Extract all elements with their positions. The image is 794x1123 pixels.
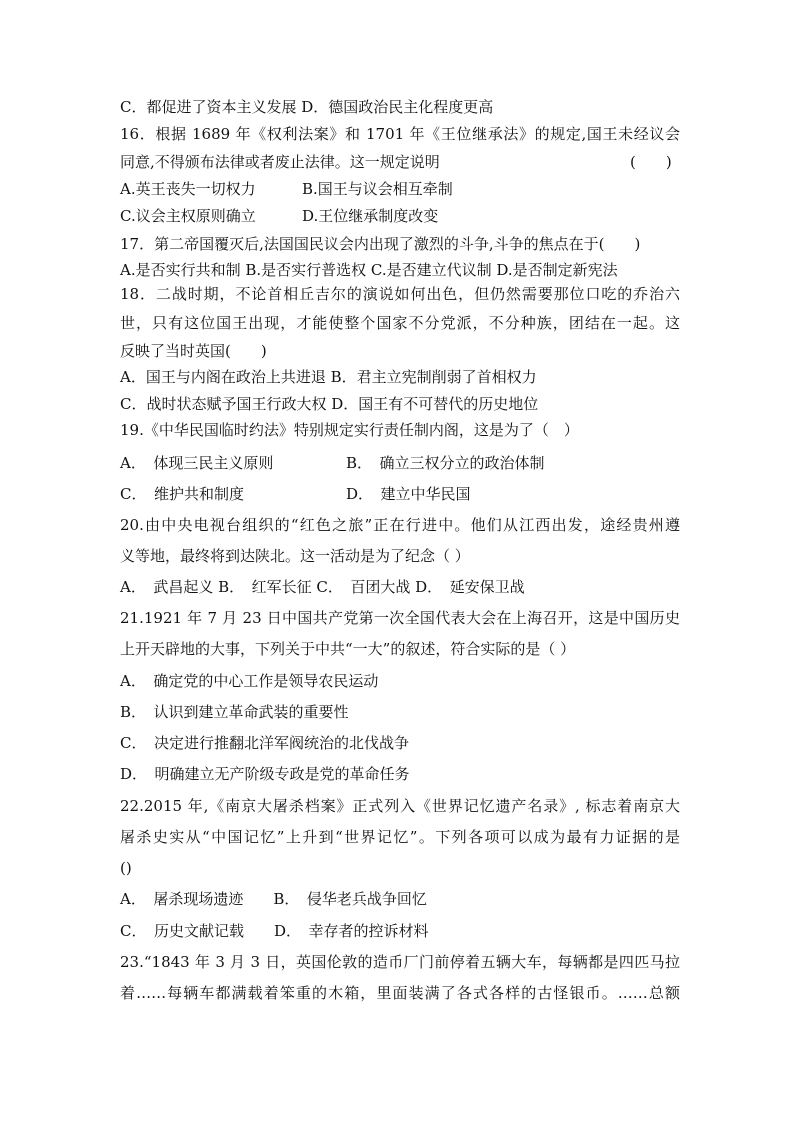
q19-stem: 19.《中华民国临时约法》特别规定实行责任制内阁，这是为了（ ） (120, 421, 579, 439)
q15-option-cd: C．都促进了资本主义发展 D．德国政治民主化程度更高 (120, 98, 494, 116)
q23-stem-line-2: 着……每辆车都满载着笨重的木箱，里面装满了各式各样的古怪银币。……总额 (120, 984, 680, 1002)
q16-option-b: B.国王与议会相互牵制 (302, 180, 453, 198)
q22-answer-bracket: () (120, 859, 132, 877)
q19-option-d: D． 建立中华民国 (346, 485, 471, 503)
q22-option-ab: A． 屠杀现场遗迹 B． 侵华老兵战争回忆 (120, 890, 427, 908)
q20-stem-line-2: 义等地，最终将到达陕北。这一活动是为了纪念（ ） (120, 547, 470, 565)
q18-stem-line-1: 18．二战时期，不论首相丘吉尔的演说如何出色，但仍然需要那位口吃的乔治六 (120, 285, 680, 303)
q19-option-a: A． 体现三民主义原则 (120, 454, 274, 472)
q23-stem-line-1: 23.“1843 年 3 月 3 日，英国伦敦的造币厂门前停着五辆大车，每辆都是四匹马拉 (120, 953, 680, 971)
q16-option-d: D.王位继承制度改变 (302, 207, 439, 225)
q21-stem-line-2: 上开天辟地的大事，下列关于中共“一大”的叙述，符合实际的是（ ） (120, 640, 576, 658)
q20-options: A． 武昌起义 B． 红军长征 C． 百团大战 D． 延安保卫战 (120, 578, 525, 596)
q22-stem-line-2: 屠杀史实从“中国记忆”上升到“世界记忆”。下列各项可以成为最有力证据的是 (120, 828, 680, 846)
q16-answer-bracket: ( ) (630, 153, 672, 171)
q21-option-c: C． 决定进行推翻北洋军阀统治的北伐战争 (120, 734, 409, 752)
q21-stem-line-1: 21.1921 年 7 月 23 日中国共产党第一次全国代表大会在上海召开，这是中国历史 (120, 609, 680, 627)
q19-option-c: C． 维护共和制度 (120, 485, 244, 503)
q19-option-b: B． 确立三权分立的政治体制 (346, 454, 545, 472)
q22-option-cd: C． 历史文献记载 D． 幸存者的控诉材料 (120, 922, 429, 940)
q20-stem-line-1: 20.由中央电视台组织的“红色之旅”正在行进中。他们从江西出发，途经贵州遵 (120, 516, 680, 534)
q16-option-c: C.议会主权原则确立 (120, 207, 256, 225)
q21-option-a: A． 确定党的中心工作是领导农民运动 (120, 672, 379, 690)
q17-options: A.是否实行共和制 B.是否实行普选权 C.是否建立代议制 D.是否制定新宪法 (120, 261, 618, 279)
q21-option-b: B． 认识到建立革命武装的重要性 (120, 703, 349, 721)
q18-stem-line-2: 世，只有这位国王出现，才能使整个国家不分党派，不分种族，团结在一起。这 (120, 314, 680, 332)
q18-option-cd: C．战时状态赋予国王行政大权 D．国王有不可替代的历史地位 (120, 395, 539, 413)
q16-option-a: A.英王丧失一切权力 (120, 180, 256, 198)
q21-option-d: D． 明确建立无产阶级专政是党的革命任务 (120, 765, 410, 783)
q17-stem: 17．第二帝国覆灭后,法国国民议会内出现了激烈的斗争,斗争的焦点在于( ) (120, 235, 641, 253)
q18-option-ab: A．国王与内阁在政治上共进退 B．君主立宪制削弱了首相权力 (120, 368, 537, 386)
q18-stem-line-3: 反映了当时英国( ) (120, 342, 267, 360)
q16-stem-line-2: 同意,不得颁布法律或者废止法律。这一规定说明 (120, 153, 440, 171)
q22-stem-line-1: 22.2015 年,《南京大屠杀档案》正式列入《世界记忆遗产名录》, 标志着南京大 (120, 797, 680, 815)
q16-stem-line-1: 16．根据 1689 年《权利法案》和 1701 年《王位继承法》的规定,国王未经议会 (120, 125, 680, 143)
